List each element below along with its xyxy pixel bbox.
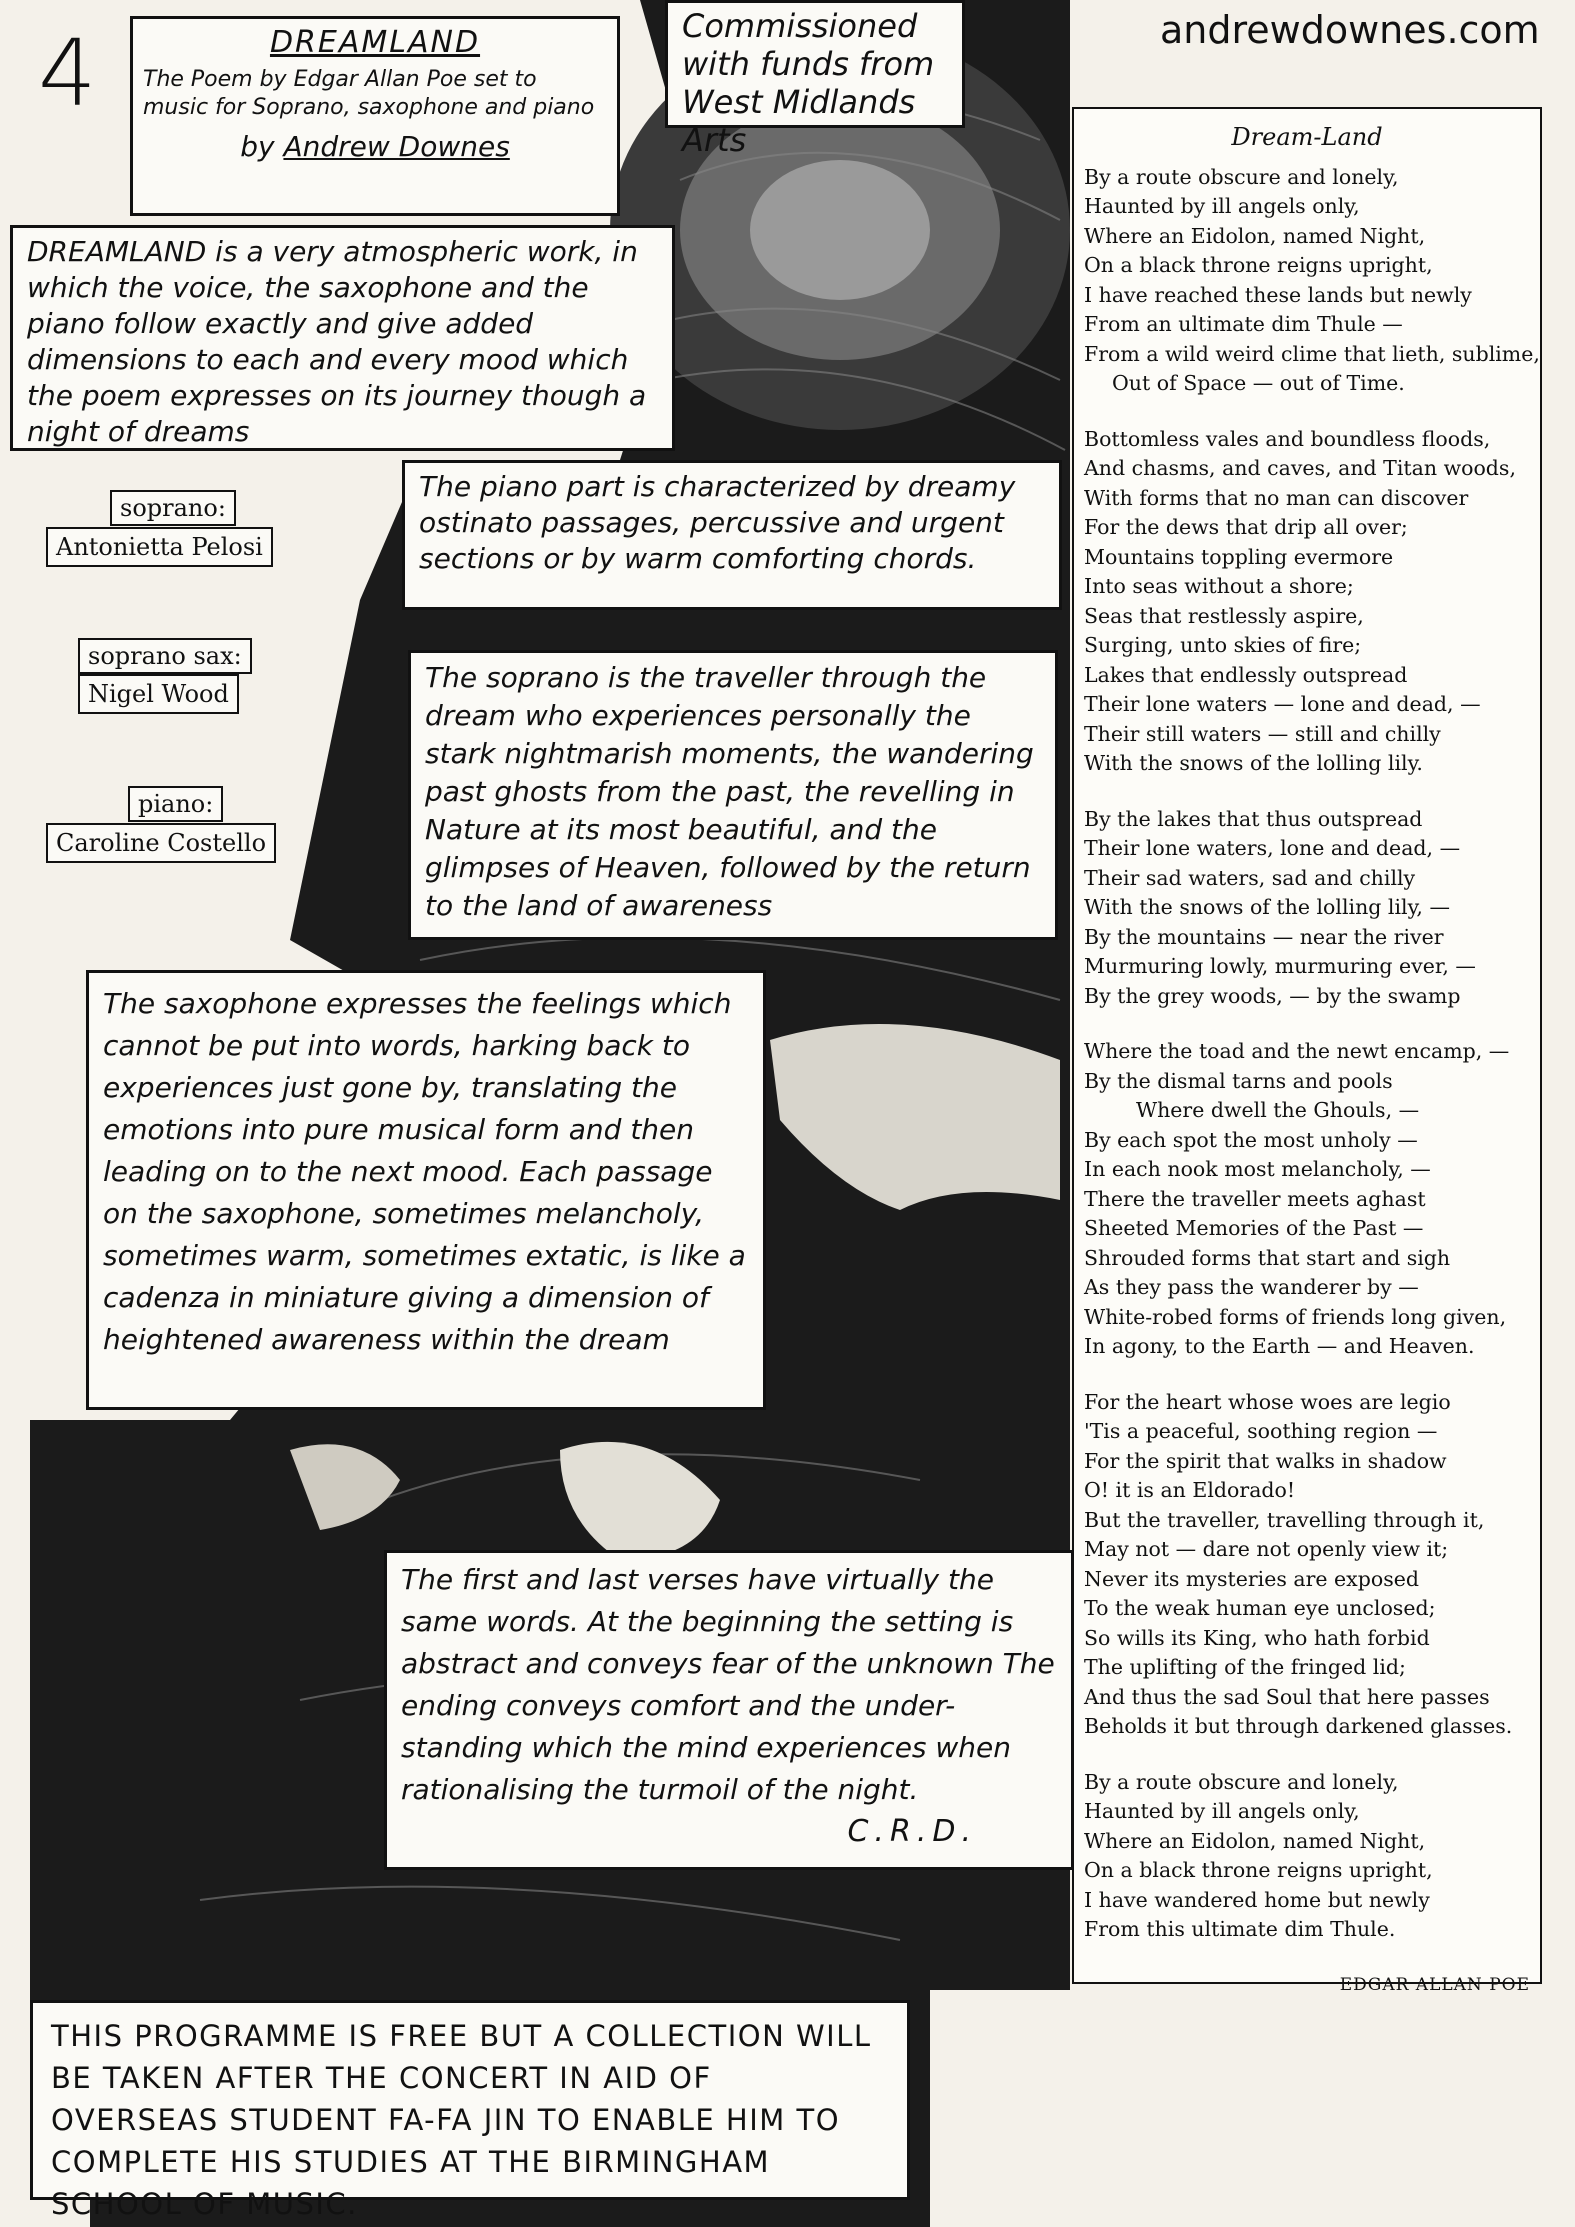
poem-line: Their lone waters — lone and dead, —: [1084, 692, 1481, 716]
poem-line: On a black throne reigns upright,: [1084, 1858, 1433, 1882]
poem-line: As they pass the wanderer by —: [1084, 1275, 1419, 1299]
poem-line: I have wandered home but newly: [1084, 1887, 1430, 1912]
poem-line: For the dews that drip all over;: [1084, 515, 1408, 539]
performer-role-soprano: soprano:: [110, 490, 236, 526]
poem-line: Lakes that endlessly outspread: [1084, 662, 1408, 687]
soprano-note: The soprano is the traveller through the dream who experiences personally the stark nightmarish moments, the wandering past ghosts from the past, the revelling in Nature at its most beautiful, and the glimpses of Heaven, followed by the return to the land of awareness: [408, 650, 1058, 940]
poem-line: May not — dare not openly view it;: [1084, 1537, 1449, 1561]
poem-line: There the traveller meets aghast: [1084, 1186, 1426, 1211]
poem-line: And chasms, and caves, and Titan woods,: [1084, 456, 1516, 480]
poem-line: Where an Eidolon, named Night,: [1084, 223, 1426, 248]
signature: C.R.D.: [847, 1814, 977, 1849]
programme-title: DREAMLAND: [269, 25, 481, 60]
poem-stanza: [1084, 163, 1540, 399]
poem-line: Mountains toppling evermore: [1084, 544, 1394, 569]
poem-line: From a wild weird clime that lieth, sublime,: [1084, 341, 1540, 366]
poem-line: Where dwell the Ghouls, —: [1136, 1098, 1420, 1122]
verses-note: [384, 1550, 1074, 1870]
poem-line: By a route obscure and lonely,: [1084, 164, 1399, 189]
poem-line: Bottomless vales and boundless floods,: [1084, 426, 1491, 451]
composer-name: Andrew Downes: [283, 130, 510, 163]
poem-line: Their lone waters, lone and dead, —: [1084, 836, 1461, 860]
poem-panel: [1072, 107, 1542, 1995]
poem-line: On a black throne reigns upright,: [1084, 253, 1433, 277]
by-prefix: by: [240, 130, 275, 163]
composer-line: [143, 130, 607, 163]
poem-line: By the grey woods, — by the swamp: [1084, 983, 1461, 1008]
poem-title: Dream-Land: [1231, 123, 1383, 151]
poem-stanza: [1084, 1388, 1530, 1742]
poem-line: And thus the sad Soul that here passes: [1084, 1684, 1490, 1709]
poem-line: O! it is an Eldorado!: [1084, 1478, 1296, 1502]
poem-line: Their still waters — still and chilly: [1084, 721, 1441, 746]
poem-line: Beholds it but through darkened glasses.: [1084, 1714, 1513, 1738]
poem-line: To the weak human eye unclosed;: [1084, 1596, 1436, 1620]
poem-stanza: [1084, 805, 1530, 1012]
poem-author: EDGAR ALLAN POE: [1339, 1974, 1530, 1995]
poem-stanzas: [1084, 163, 1540, 1945]
performer-role-sax: soprano sax:: [78, 638, 252, 674]
poem-line: Seas that restlessly aspire,: [1084, 603, 1364, 628]
poem-line: By the dismal tarns and pools: [1084, 1068, 1393, 1093]
poem-line: The uplifting of the fringed lid;: [1084, 1655, 1406, 1679]
poem-line: 'Tis a peaceful, soothing region —: [1084, 1419, 1438, 1443]
saxophone-note: The saxophone expresses the feelings which cannot be put into words, harking back to experiences just gone by, translating the emotions into pure musical form and then leading on to the next mood. Each passage on the saxophone, sometimes melancholy, sometimes warm, sometimes extatic, is like a cadenza in miniature giving a dimension of heightened awareness within the dream: [86, 970, 766, 1410]
poem-line: Their sad waters, sad and chilly: [1084, 865, 1416, 890]
poem-line: With the snows of the lolling lily, —: [1084, 895, 1450, 919]
poem-line: By each spot the most unholy —: [1084, 1127, 1418, 1152]
poem-line: But the traveller, travelling through it,: [1084, 1507, 1485, 1532]
programme-subtitle: The Poem by Edgar Allan Poe set to music for Soprano, saxophone and piano: [143, 67, 595, 120]
poem-line: In each nook most melancholy, —: [1084, 1157, 1431, 1181]
poem-line: Never its mysteries are exposed: [1084, 1566, 1419, 1591]
poem-stanza: [1084, 1037, 1530, 1362]
poem-line: From this ultimate dim Thule.: [1084, 1917, 1396, 1941]
poem-line: Sheeted Memories of the Past —: [1084, 1216, 1424, 1240]
poem-line: From an ultimate dim Thule —: [1084, 312, 1403, 336]
poem-line: Haunted by ill angels only,: [1084, 1799, 1360, 1823]
title-box: [130, 16, 620, 216]
poem-stanza: [1084, 425, 1530, 779]
collection-notice: THIS PROGRAMME IS FREE BUT A COLLECTION WILL BE TAKEN AFTER THE CONCERT IN AID OF OVERSEAS STUDENT FA-FA JIN TO ENABLE HIM TO COMPLETE HIS STUDIES AT THE BIRMINGHAM SCHOOL OF MUSIC.: [30, 2000, 910, 2200]
poem-line: In agony, to the Earth — and Heaven.: [1084, 1334, 1475, 1358]
verses-text: The first and last verses have virtually the same words. At the beginning the setting is abstract and conveys fear of the unknown The ending conveys comfort and the under-standing which the mind experiences when rationalising the turmoil of the night.: [401, 1563, 1055, 1806]
poem-stanza: [1084, 1768, 1530, 1945]
poem-line: By the mountains — near the river: [1084, 924, 1444, 949]
piano-note: The piano part is characterized by dreamy ostinato passages, percussive and urgent sections or by warm comforting chords.: [402, 460, 1062, 610]
poem-line: By the lakes that thus outspread: [1084, 806, 1423, 831]
poem-line: For the heart whose woes are legio: [1084, 1389, 1451, 1414]
poem-line: Out of Space — out of Time.: [1112, 371, 1405, 395]
poem-line: So wills its King, who hath forbid: [1084, 1625, 1430, 1650]
poem-line: Where the toad and the newt encamp, —: [1084, 1039, 1510, 1063]
poem-line: With forms that no man can discover: [1084, 485, 1469, 510]
commission-note: Commissioned with funds from West Midlands Arts: [665, 0, 965, 128]
poem-line: Haunted by ill angels only,: [1084, 194, 1360, 218]
poem-line: Where an Eidolon, named Night,: [1084, 1828, 1426, 1853]
performer-role-piano: piano:: [128, 786, 223, 822]
poem-line: By a route obscure and lonely,: [1084, 1769, 1399, 1794]
poem-line: Surging, unto skies of fire;: [1084, 633, 1362, 657]
intro-note: DREAMLAND is a very atmospheric work, in which the voice, the saxophone and the piano follow exactly and give added dimensions to each and every mood which the poem expresses on its journey though a night of dreams: [10, 225, 675, 451]
performer-name-piano: Caroline Costello: [46, 823, 276, 863]
poem-line: For the spirit that walks in shadow: [1084, 1448, 1447, 1473]
poem-line: With the snows of the lolling lily.: [1084, 751, 1423, 775]
site-name: andrewdownes.com: [1160, 8, 1540, 52]
poem-line: White-robed forms of friends long given,: [1084, 1304, 1507, 1329]
page-number: 4: [38, 20, 97, 127]
poem-line: Into seas without a shore;: [1084, 574, 1354, 598]
poem-line: Shrouded forms that start and sigh: [1084, 1245, 1451, 1270]
poem-line: I have reached these lands but newly: [1084, 282, 1472, 307]
poem-line: Murmuring lowly, murmuring ever, —: [1084, 954, 1476, 978]
performer-name-soprano: Antonietta Pelosi: [46, 527, 273, 567]
performer-name-sax: Nigel Wood: [78, 674, 239, 714]
